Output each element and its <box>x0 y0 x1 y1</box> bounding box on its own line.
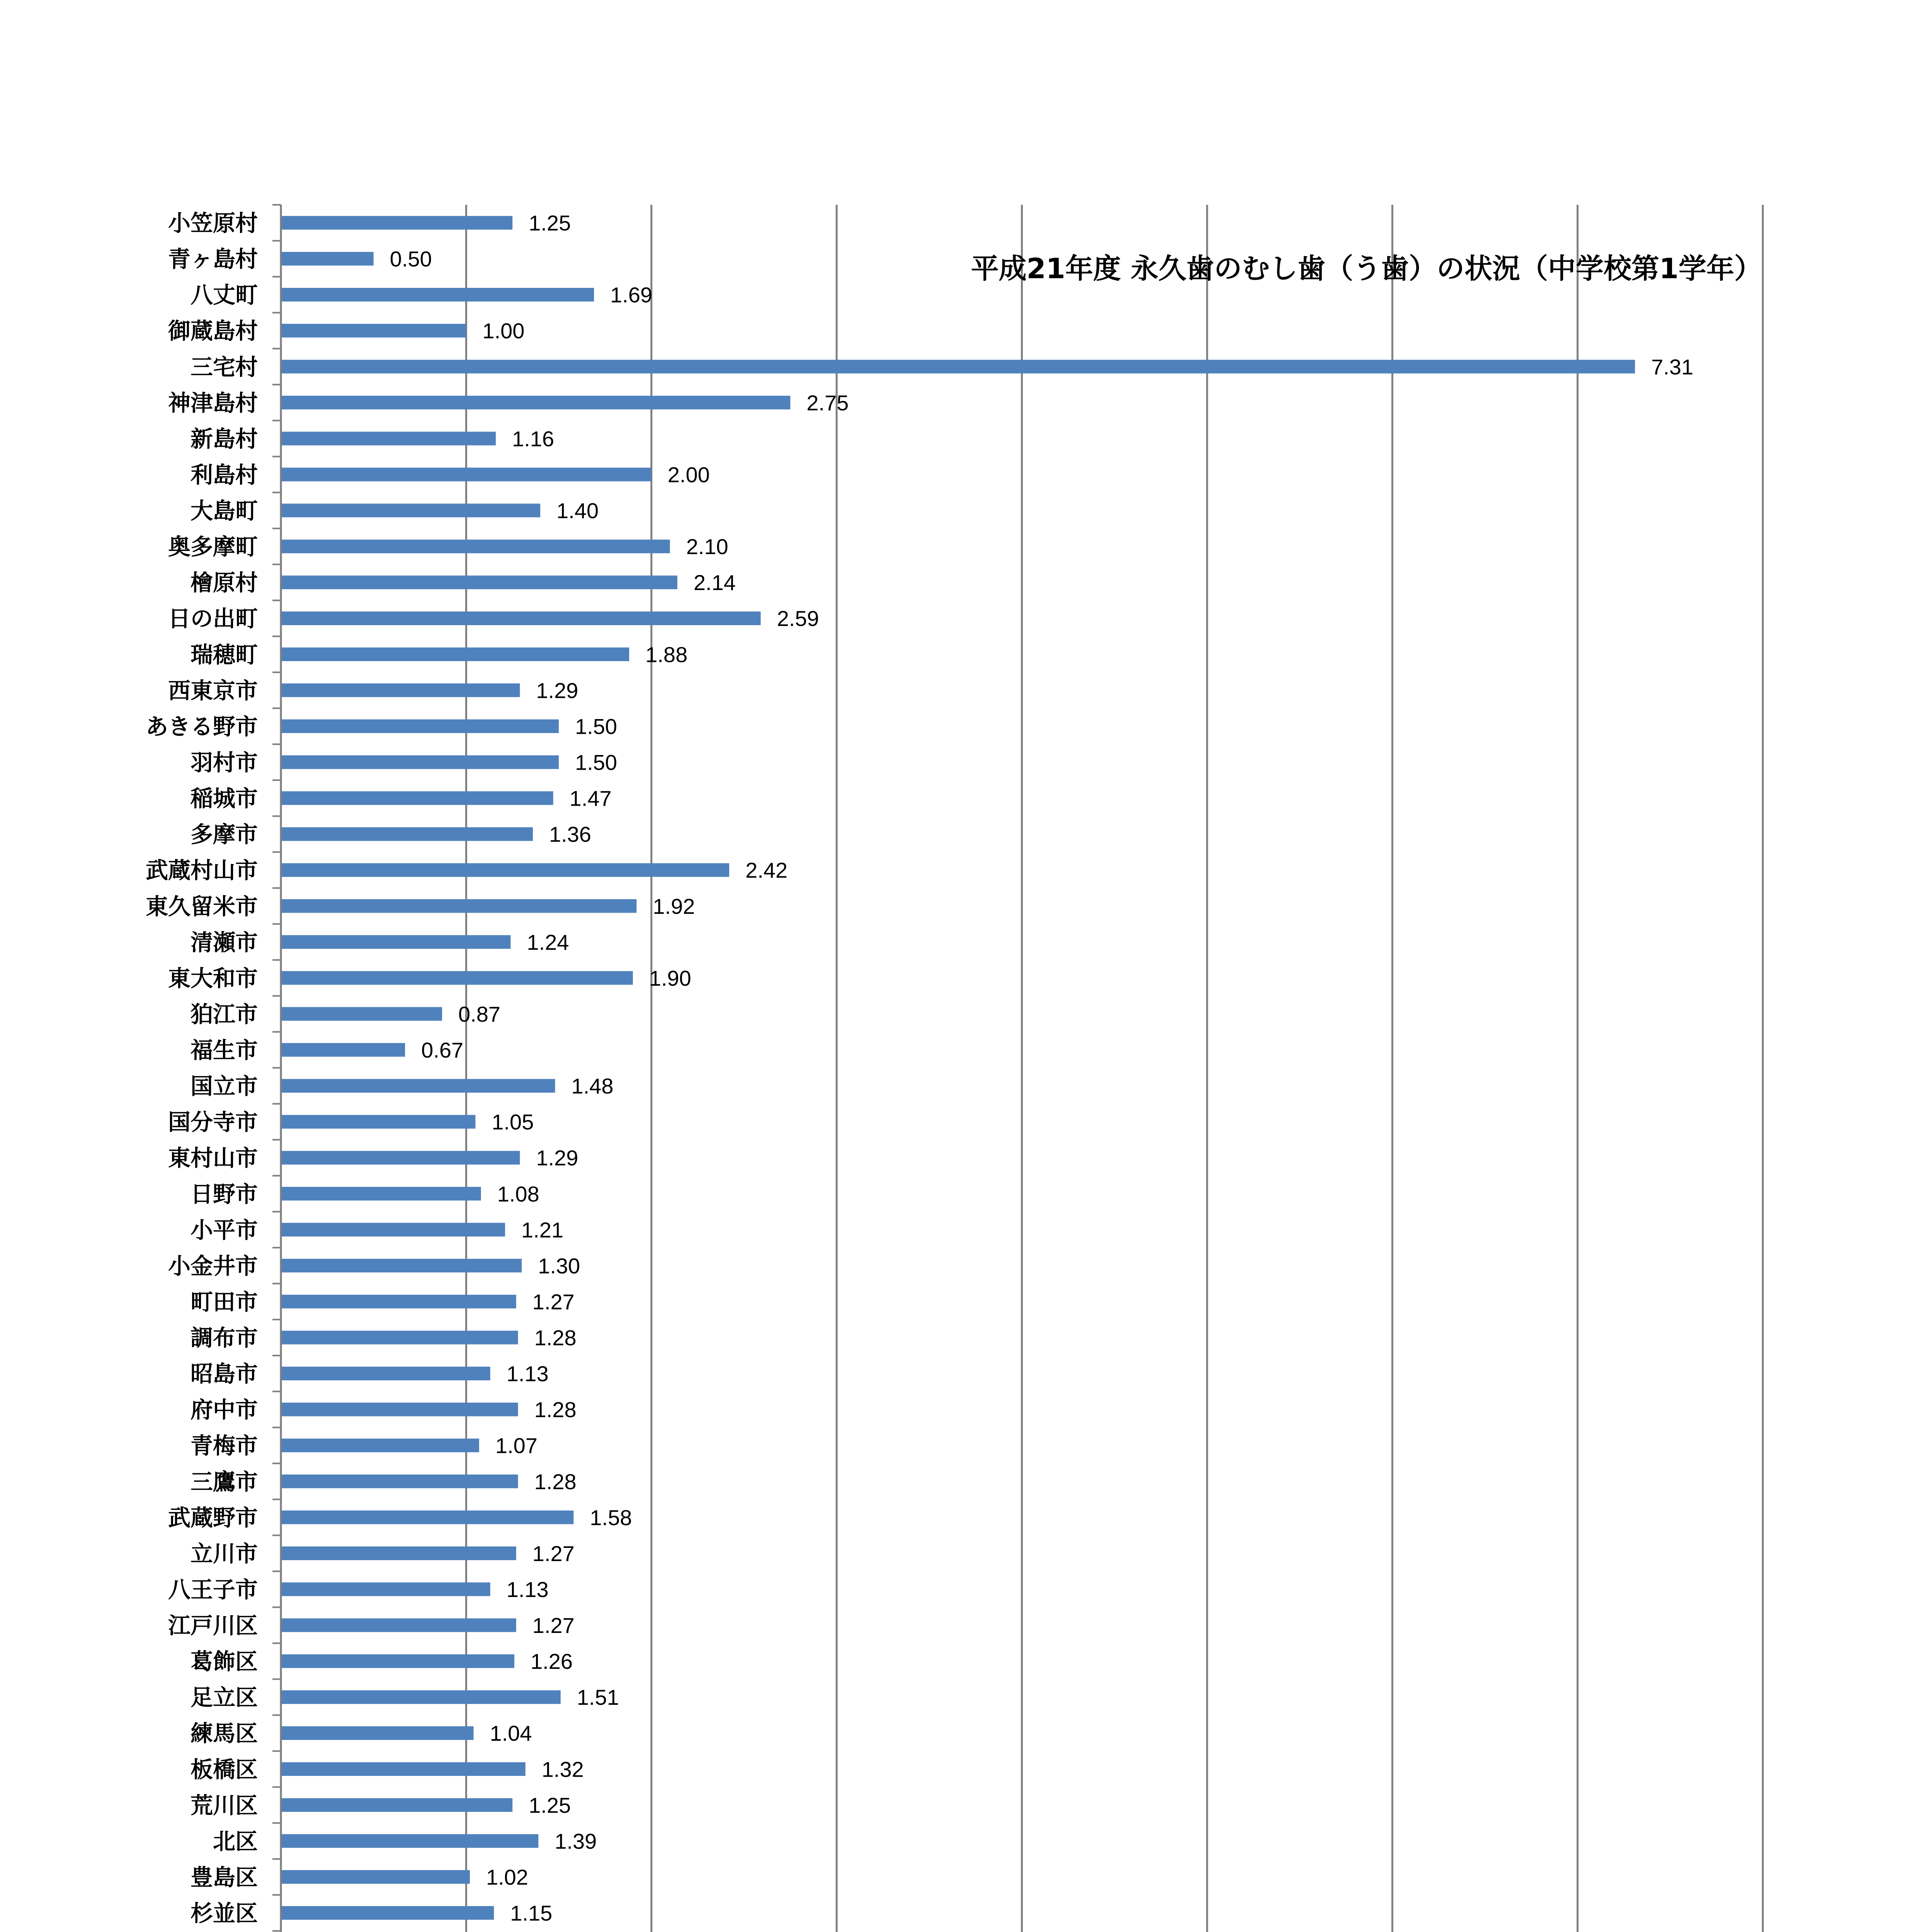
category-label: 日の出町 <box>168 605 258 632</box>
category-label: 小平市 <box>190 1217 258 1243</box>
category-label: 武蔵村山市 <box>145 857 258 884</box>
bar <box>281 1618 516 1632</box>
bar <box>281 755 559 769</box>
data-label: 1.04 <box>490 1721 532 1746</box>
bar <box>281 719 559 733</box>
category-label: 御蔵島村 <box>168 318 258 344</box>
category-label: 三宅村 <box>190 354 258 380</box>
category-label: 神津島村 <box>168 389 258 416</box>
bar <box>281 539 670 553</box>
bar <box>281 1439 479 1452</box>
data-label: 1.36 <box>549 822 591 847</box>
category-label: 府中市 <box>190 1396 258 1423</box>
data-label: 0.87 <box>458 1002 501 1026</box>
bar <box>281 1295 516 1308</box>
bar <box>281 1475 518 1488</box>
category-label: 小笠原村 <box>168 210 258 236</box>
data-label: 1.27 <box>532 1289 575 1314</box>
bar <box>281 360 1635 373</box>
bar <box>281 648 629 661</box>
data-label: 1.48 <box>571 1074 614 1099</box>
data-label: 2.42 <box>745 858 788 883</box>
data-label: 1.25 <box>529 1793 571 1818</box>
data-label: 2.75 <box>806 390 849 415</box>
category-label: 東村山市 <box>168 1145 258 1172</box>
category-label: 昭島市 <box>190 1361 258 1387</box>
bar <box>281 288 594 301</box>
category-label: 葛飾区 <box>190 1648 258 1675</box>
category-label: 八丈町 <box>190 282 258 308</box>
category-label: 八王子市 <box>168 1576 258 1603</box>
data-label: 1.29 <box>536 1146 578 1170</box>
data-label: 1.28 <box>534 1325 577 1350</box>
data-label: 1.28 <box>534 1397 577 1422</box>
data-label: 1.28 <box>534 1469 577 1494</box>
data-label: 1.13 <box>506 1577 549 1602</box>
data-label: 1.58 <box>590 1505 632 1530</box>
bar <box>281 1367 490 1380</box>
category-label: 江戸川区 <box>168 1612 258 1639</box>
data-label: 1.51 <box>577 1685 619 1710</box>
bar <box>281 935 510 949</box>
data-label: 1.39 <box>555 1829 597 1854</box>
data-label: 1.15 <box>510 1901 553 1925</box>
category-label: 武蔵野市 <box>168 1504 258 1531</box>
bar <box>281 684 520 697</box>
bar <box>281 575 677 589</box>
bar <box>281 612 761 625</box>
data-label: 1.21 <box>521 1218 564 1242</box>
bar <box>281 1582 490 1596</box>
category-label: 羽村市 <box>190 749 258 776</box>
category-label: 足立区 <box>190 1684 258 1711</box>
bar <box>281 1403 518 1416</box>
category-label: 稲城市 <box>190 785 258 812</box>
data-label: 1.25 <box>529 211 571 235</box>
category-label: あきる野市 <box>145 713 258 740</box>
data-label: 1.13 <box>506 1361 549 1386</box>
category-label: 西東京市 <box>168 677 258 704</box>
category-label: 瑞穂町 <box>190 641 258 668</box>
gridlines <box>466 205 1763 1932</box>
bar <box>281 396 790 409</box>
data-label: 1.50 <box>575 750 617 775</box>
category-label: 国立市 <box>190 1073 258 1100</box>
bar <box>281 1834 538 1848</box>
chart-title: 平成21年度 永久歯のむし歯（う歯）の状況（中学校第1学年） <box>971 252 1762 285</box>
bar <box>281 432 496 445</box>
data-label: 1.90 <box>649 966 691 990</box>
bar <box>281 324 466 337</box>
data-label: 1.02 <box>486 1865 528 1889</box>
bar <box>281 1654 514 1668</box>
bar <box>281 1223 505 1236</box>
data-label: 2.10 <box>686 534 728 559</box>
data-label: 1.26 <box>531 1649 573 1674</box>
data-label: 1.27 <box>532 1613 575 1638</box>
category-label: 青ヶ島村 <box>168 246 258 272</box>
data-label: 1.00 <box>482 318 525 343</box>
data-label: 1.40 <box>556 498 599 523</box>
bar <box>281 1151 520 1165</box>
category-label: 清瀬市 <box>190 929 258 956</box>
category-label: 北区 <box>213 1828 258 1855</box>
category-label: 板橋区 <box>190 1756 258 1783</box>
data-label: 1.69 <box>610 282 653 307</box>
bar <box>281 1007 442 1020</box>
data-label: 1.16 <box>512 426 555 451</box>
category-label: 東久留米市 <box>145 893 258 920</box>
data-label: 1.24 <box>527 930 569 954</box>
bar <box>281 1259 522 1272</box>
category-label: 国分寺市 <box>168 1109 258 1136</box>
data-label: 1.50 <box>575 714 617 739</box>
category-label: 新島村 <box>190 425 258 452</box>
data-label: 1.88 <box>645 642 688 667</box>
data-label: 1.29 <box>536 678 578 703</box>
bar <box>281 1870 470 1884</box>
bar <box>281 1331 518 1344</box>
data-label: 1.30 <box>538 1253 580 1278</box>
data-label: 1.08 <box>497 1182 539 1206</box>
bar <box>281 1690 561 1704</box>
category-label: 檜原村 <box>190 570 258 596</box>
data-label: 2.14 <box>693 570 736 595</box>
data-label: 1.47 <box>569 786 612 811</box>
category-label: 東大和市 <box>168 965 258 992</box>
bar <box>281 216 512 230</box>
data-label: 1.05 <box>492 1110 534 1134</box>
category-label: 練馬区 <box>190 1720 258 1747</box>
data-label: 2.59 <box>777 606 819 631</box>
category-label: 町田市 <box>190 1289 258 1315</box>
category-label: 荒川区 <box>190 1792 258 1819</box>
data-label: 1.32 <box>541 1757 584 1782</box>
bars <box>281 216 1635 1932</box>
category-label: 日野市 <box>190 1181 258 1208</box>
data-label: 1.92 <box>653 894 695 918</box>
bar <box>281 971 633 985</box>
data-label: 0.50 <box>390 247 432 271</box>
data-label: 0.67 <box>421 1038 464 1063</box>
data-label: 1.27 <box>532 1541 575 1566</box>
bar <box>281 1115 475 1128</box>
bar <box>281 1726 474 1740</box>
data-label: 1.07 <box>495 1433 538 1458</box>
category-label: 小金井市 <box>168 1253 258 1279</box>
category-label: 奥多摩町 <box>168 534 258 560</box>
bar <box>281 1043 405 1056</box>
bar <box>281 468 651 481</box>
data-label: 7.31 <box>1651 354 1694 379</box>
category-label: 多摩市 <box>190 821 258 848</box>
category-label: 青梅市 <box>190 1432 258 1459</box>
bar <box>281 1762 526 1776</box>
bar <box>281 1187 481 1201</box>
bar <box>281 899 636 913</box>
bar <box>281 1546 516 1560</box>
category-label: 利島村 <box>190 461 258 488</box>
bar <box>281 791 553 805</box>
bar <box>281 1906 494 1920</box>
data-label: 2.00 <box>667 462 710 487</box>
category-label: 調布市 <box>190 1325 258 1351</box>
category-label: 福生市 <box>190 1037 258 1064</box>
category-label: 大島町 <box>190 498 258 524</box>
category-label: 狛江市 <box>190 1001 258 1027</box>
bar <box>281 863 729 877</box>
category-label: 三鷹市 <box>190 1468 258 1495</box>
bar <box>281 252 374 265</box>
category-label: 立川市 <box>190 1540 258 1567</box>
bar <box>281 1798 512 1812</box>
bar <box>281 503 540 517</box>
bar <box>281 1079 555 1092</box>
category-label: 豊島区 <box>190 1864 258 1891</box>
bar <box>281 827 533 841</box>
bar <box>281 1510 573 1524</box>
category-label: 杉並区 <box>190 1900 258 1927</box>
